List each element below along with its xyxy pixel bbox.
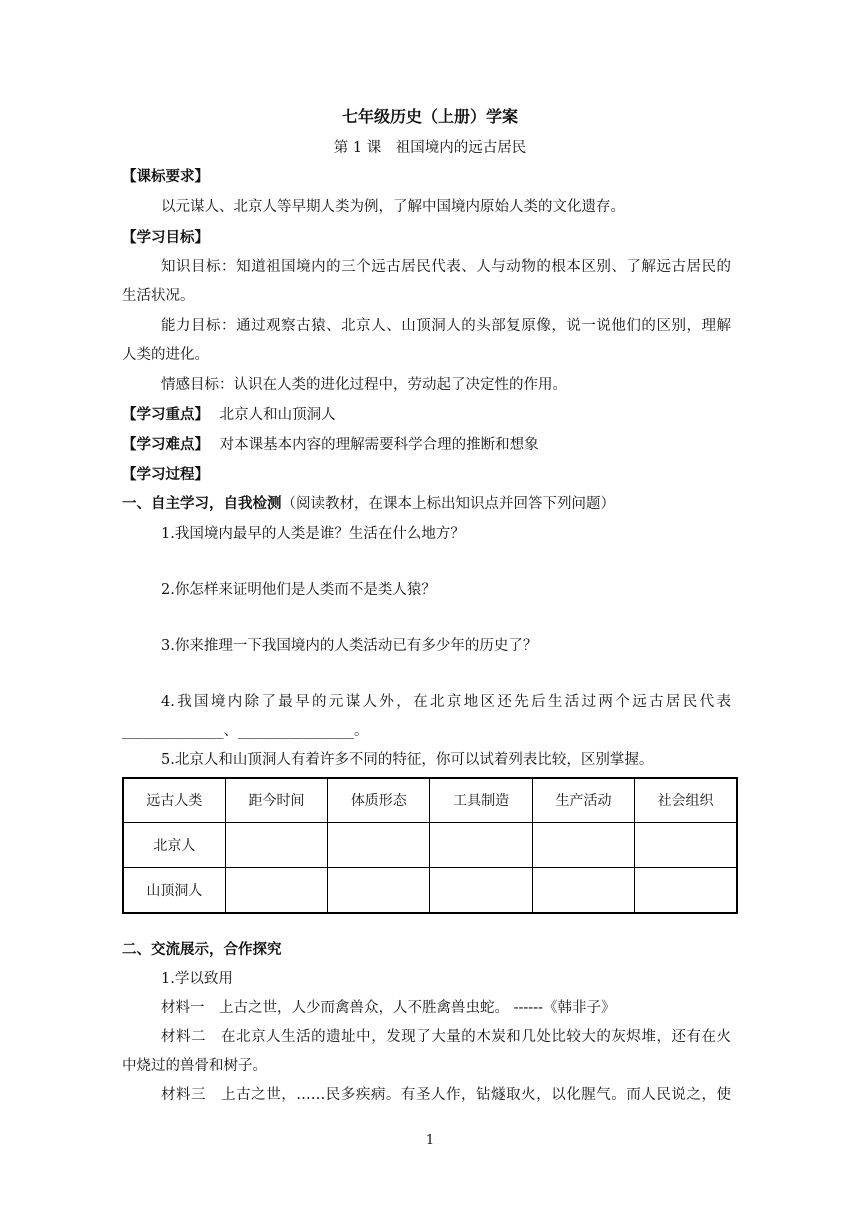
- question-4-line1: 4.我国境内除了最早的元谋人外，在北京地区还先后生活过两个远古居民代表: [161, 694, 731, 710]
- difficulty-heading: 【学习难点】: [122, 437, 209, 453]
- goals-heading: 【学习目标】: [122, 230, 209, 246]
- table-cell[interactable]: [328, 867, 430, 913]
- question-5: 5.北京人和山顶洞人有着许多不同的特征，你可以试着列表比较，区别掌握。: [161, 752, 654, 768]
- table-cell[interactable]: [225, 867, 327, 913]
- section1-heading: 一、自主学习，自我检测: [122, 496, 282, 512]
- question-3: 3.你来推理一下我国境内的人类活动已有多少年的历史了？: [161, 638, 538, 654]
- table-header-cell: 社会组织: [635, 778, 737, 822]
- question-4-blanks: ______________、________________。: [122, 723, 369, 739]
- question-2: 2.你怎样来证明他们是人类而不是类人猿？: [161, 582, 436, 598]
- material-2-line1: 材料二 在北京人生活的遗址中，发现了大量的木炭和几处比较大的灰烬堆，还有在火: [161, 1029, 731, 1045]
- material-1: 材料一 上古之世，人少而禽兽众，人不胜禽兽虫蛇。 ------《韩非子》: [161, 1000, 616, 1016]
- material-3-line1: 材料三 上古之世，……民多疾病。有圣人作，钻燧取火，以化腥气。而人民说之，使: [161, 1087, 731, 1103]
- lesson-title: 第 1 课 祖国境内的远古居民: [333, 140, 527, 156]
- section1-note: （阅读教材，在课本上标出知识点并回答下列问题）: [281, 496, 615, 512]
- table-cell[interactable]: [635, 822, 737, 867]
- goal-knowledge-line1: 知识目标：知道祖国境内的三个远古居民代表、人与动物的根本区别、了解远古居民的: [161, 259, 731, 275]
- question-1: 1.我国境内最早的人类是谁？生活在什么地方？: [161, 526, 465, 542]
- key-point-heading: 【学习重点】: [122, 407, 209, 423]
- standards-heading: 【课标要求】: [122, 169, 209, 185]
- goal-knowledge-line2: 生活状况。: [122, 288, 195, 304]
- section1-heading-line: [122, 494, 615, 514]
- material-2-line2: 中烧过的兽骨和树子。: [122, 1058, 267, 1074]
- goal-ability-line1: 能力目标：通过观察古猿、北京人、山顶洞人的头部复原像，说一说他们的区别，理解: [161, 318, 731, 334]
- table-cell[interactable]: [430, 867, 532, 913]
- table-cell[interactable]: [225, 822, 327, 867]
- table-row-label: 山顶洞人: [123, 867, 225, 913]
- goal-ability-line2: 人类的进化。: [122, 347, 209, 363]
- difficulty: [122, 435, 539, 455]
- process-heading: 【学习过程】: [122, 467, 209, 483]
- section2-heading: 二、交流展示，合作探究: [122, 942, 282, 958]
- table-row: [123, 867, 737, 913]
- goal-emotion: 情感目标：认识在人类的进化过程中，劳动起了决定性的作用。: [161, 377, 567, 393]
- key-point-text: 北京人和山顶洞人: [219, 407, 336, 423]
- comparison-table: [122, 777, 738, 914]
- standards-text: 以元谋人、北京人等早期人类为例，了解中国境内原始人类的文化遗存。: [161, 199, 625, 215]
- table-header-cell: 工具制造: [430, 778, 532, 822]
- section2-item1: 1.学以致用: [161, 971, 233, 987]
- table-row: [123, 822, 737, 867]
- table-cell[interactable]: [635, 867, 737, 913]
- key-point: [122, 405, 336, 425]
- page-number: 1: [425, 1133, 435, 1148]
- table-row-label: 北京人: [123, 822, 225, 867]
- table-header-cell: 生产活动: [532, 778, 634, 822]
- table-cell[interactable]: [532, 822, 634, 867]
- table-header-cell: 远古人类: [123, 778, 225, 822]
- document-title: 七年级历史（上册）学案: [341, 107, 518, 126]
- table-cell[interactable]: [430, 822, 532, 867]
- table-header-cell: 体质形态: [328, 778, 430, 822]
- table-header-cell: 距今时间: [225, 778, 327, 822]
- table-header-row: [123, 778, 737, 822]
- table-cell[interactable]: [328, 822, 430, 867]
- difficulty-text: 对本课基本内容的理解需要科学合理的推断和想象: [219, 437, 539, 453]
- table-cell[interactable]: [532, 867, 634, 913]
